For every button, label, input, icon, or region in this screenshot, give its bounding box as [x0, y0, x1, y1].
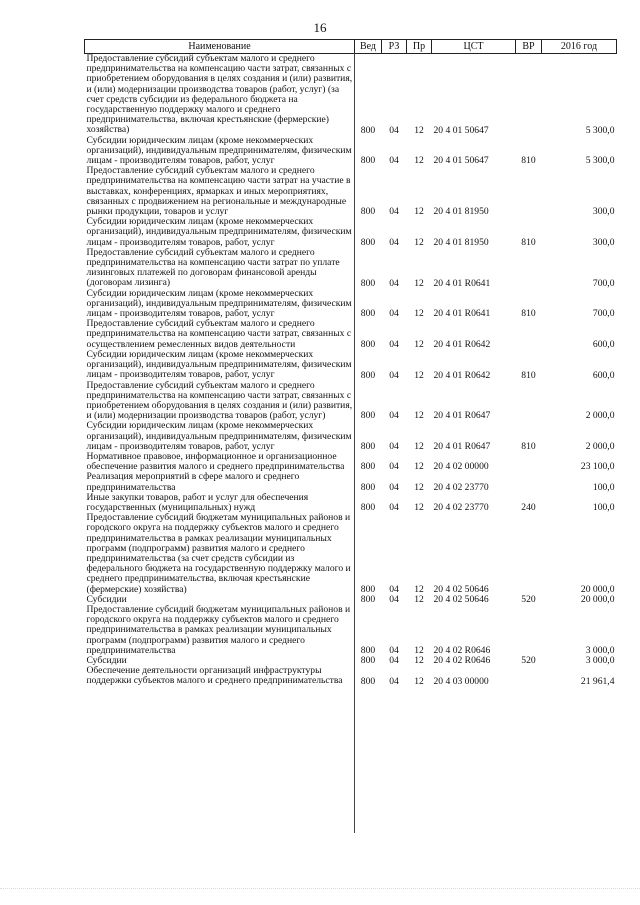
row-amount: 21 961,4 [580, 675, 615, 687]
row-pr: 12 [414, 644, 424, 656]
row-cst: 20 4 01 R0641 [433, 277, 491, 289]
row-vr: 520 [521, 593, 536, 605]
row-amount: 3 000,0 [585, 655, 615, 667]
row-name: Субсидии [86, 593, 127, 605]
row-pr: 12 [414, 593, 424, 605]
row-vr [516, 452, 542, 472]
header-vr: ВР [516, 40, 542, 54]
row-pr: 12 [414, 124, 424, 136]
header-name: Наименование [85, 40, 355, 54]
table-row [85, 513, 617, 595]
row-pr: 12 [414, 155, 424, 167]
row-name: Субсидии юридическим лицам (кроме некоммерческих организаций), индивидуальным предпринимателям, физическим лицам - производителям товаров, работ, услуг [86, 287, 352, 320]
row-cst: 20 4 01 50647 [433, 124, 489, 136]
row-name: Субсидии юридическим лицам (кроме некоммерческих организаций), индивидуальным предпринимателям, физическим лицам - производителям товаров, работ, услуг [86, 134, 352, 167]
row-ved: 800 [360, 124, 376, 136]
row-vr: 810 [521, 236, 536, 248]
row-cst: 20 4 01 R0647 [433, 440, 491, 452]
row-vr: 810 [521, 440, 536, 452]
row-rz: 04 [389, 124, 399, 136]
row-rz: 04 [389, 308, 399, 320]
table-row [85, 472, 617, 492]
header-rz: РЗ [382, 40, 407, 54]
row-name: Обеспечение деятельности организаций инфраструктуры поддержки субъектов малого и среднего предпринимательства [86, 665, 343, 687]
row-pr: 12 [414, 206, 424, 218]
row-rz: 04 [389, 593, 399, 605]
column-divider [354, 53, 355, 833]
row-ved: 800 [360, 369, 376, 381]
row-amount: 23 100,0 [580, 461, 615, 473]
row-pr: 12 [414, 277, 424, 289]
row-name: Реализация мероприятий в сфере малого и среднего предпринимательства [86, 471, 300, 493]
row-cst: 20 4 02 50646 [433, 583, 489, 595]
row-name: Субсидии юридическим лицам (кроме некоммерческих организаций), индивидуальным предпринимателям, физическим лицам - производителям товаров, работ, услуг [86, 420, 352, 452]
scan-noise [0, 888, 640, 895]
row-amount: 300,0 [592, 206, 615, 218]
row-ved: 800 [360, 593, 376, 605]
row-amount: 700,0 [592, 308, 615, 320]
row-cst: 20 4 02 23770 [433, 481, 489, 493]
row-amount: 2 000,0 [585, 440, 615, 452]
row-name: Субсидии [86, 654, 127, 666]
row-ved: 800 [360, 155, 376, 167]
row-pr: 12 [414, 369, 424, 381]
row-amount: 5 300,0 [585, 124, 615, 136]
row-ved: 800 [360, 675, 376, 687]
row-vr [516, 54, 542, 136]
row-amount: 700,0 [592, 277, 615, 289]
row-ved: 800 [360, 308, 376, 320]
row-name: Субсидии юридическим лицам (кроме некоммерческих организаций), индивидуальным предпринимателям, физическим лицам - производителям товаров, работ, услуг [86, 216, 352, 248]
row-name: Предоставление субсидий субъектам малого и среднего предпринимательства на компенсацию части затрат, связанных с приобретением оборудования в целях создания и (или) развития, и (или) модернизации производства товаров (работ, услуг) [86, 379, 353, 422]
row-cst: 20 4 01 R0641 [433, 308, 491, 320]
row-name: Предоставление субсидий субъектам малого и среднего предпринимательства на компенсацию части затрат на участие в выставках, конференциях, ярмарках и иных мероприятиях, связанных с продвижением на региональные и международные рынки продукции, товаров и услуг [86, 165, 351, 218]
table-row [85, 493, 617, 513]
row-rz: 04 [389, 410, 399, 422]
row-amount: 600,0 [592, 338, 615, 350]
table-row [85, 452, 617, 472]
row-cst: 20 4 03 00000 [433, 675, 489, 687]
row-pr: 12 [414, 675, 424, 687]
row-name: Предоставление субсидий субъектам малого и среднего предпринимательства на компенсацию части затрат, связанных с приобретением оборудования в целях создания и (или) развития, и (или) модернизации производства товаров (работ, услуг) (за счет средств субсидии из федерального бюджета на государственную поддержку малого и среднего предпринимательства, включая крестьянские (фермерские) хозяйства) [86, 53, 353, 136]
row-pr: 12 [414, 461, 424, 473]
row-rz: 04 [389, 461, 399, 473]
row-vr [516, 248, 542, 289]
row-pr: 12 [414, 410, 424, 422]
header-ved: Вед [355, 40, 382, 54]
row-cst: 20 4 01 50647 [433, 155, 489, 167]
row-ved: 800 [360, 277, 376, 289]
row-amount: 100,0 [592, 481, 615, 493]
table-row [85, 166, 617, 217]
row-rz: 04 [389, 655, 399, 667]
row-vr: 240 [521, 502, 536, 514]
row-vr [516, 513, 542, 595]
row-vr [516, 319, 542, 350]
table-row [85, 248, 617, 289]
row-amount: 300,0 [592, 236, 615, 248]
table-row [85, 381, 617, 422]
row-rz: 04 [389, 644, 399, 656]
row-ved: 800 [360, 236, 376, 248]
row-ved: 800 [360, 644, 376, 656]
row-pr: 12 [414, 655, 424, 667]
table-body [85, 54, 617, 687]
row-cst: 20 4 01 R0642 [433, 369, 491, 381]
row-ved: 800 [360, 440, 376, 452]
row-ved: 800 [360, 502, 376, 514]
header-cst: ЦСТ [432, 40, 516, 54]
row-amount: 600,0 [592, 369, 615, 381]
row-vr [516, 472, 542, 492]
row-rz: 04 [389, 440, 399, 452]
row-name: Предоставление субсидий бюджетам муниципальных районов и городского округа на поддержку субъектов малого и среднего предпринимательства в рамках реализации муниципальных программ (подпрограмм) развития малого и среднего предпринимательства [86, 603, 351, 656]
row-cst: 20 4 01 81950 [433, 206, 489, 218]
row-ved: 800 [360, 461, 376, 473]
row-name: Субсидии юридическим лицам (кроме некоммерческих организаций), индивидуальным предпринимателям, физическим лицам - производителям товаров, работ, услуг [86, 348, 352, 381]
row-pr: 12 [414, 583, 424, 595]
row-amount: 20 000,0 [580, 593, 615, 605]
row-vr: 810 [521, 308, 536, 320]
table-row [85, 421, 617, 452]
row-rz: 04 [389, 155, 399, 167]
row-pr: 12 [414, 308, 424, 320]
row-rz: 04 [389, 481, 399, 493]
row-amount: 100,0 [592, 502, 615, 514]
table-row [85, 605, 617, 656]
row-cst: 20 4 02 23770 [433, 502, 489, 514]
row-amount: 3 000,0 [585, 644, 615, 656]
row-ved: 800 [360, 206, 376, 218]
header-year: 2016 год [542, 40, 617, 54]
row-pr: 12 [414, 481, 424, 493]
row-amount: 2 000,0 [585, 410, 615, 422]
row-rz: 04 [389, 277, 399, 289]
table-row [85, 136, 617, 167]
page-number: 16 [313, 20, 327, 35]
row-rz: 04 [389, 206, 399, 218]
row-ved: 800 [360, 583, 376, 595]
row-rz: 04 [389, 502, 399, 514]
table-row [85, 350, 617, 381]
table-row [85, 319, 617, 350]
row-rz: 04 [389, 369, 399, 381]
row-cst: 20 4 01 81950 [433, 236, 489, 248]
row-vr: 810 [521, 369, 536, 381]
row-pr: 12 [414, 338, 424, 350]
row-ved: 800 [360, 481, 376, 493]
row-vr: 520 [521, 655, 536, 667]
row-pr: 12 [414, 236, 424, 248]
row-cst: 20 4 01 R0647 [433, 410, 491, 422]
row-name: Предоставление субсидий бюджетам муниципальных районов и городского округа на поддержку субъектов малого и среднего предпринимательства в рамках реализации муниципальных программ (подпрограмм) развития малого и среднего предпринимательства (за счет средств субсидии из федерального бюджета на государственную поддержку малого и среднего предпринимательства, включая крестьянские (фермерские) хозяйства) [86, 512, 351, 595]
row-name: Нормативное правовое, информационное и организационное обеспечение развития малого и среднего предпринимательства [86, 450, 345, 473]
row-cst: 20 4 02 R0646 [433, 644, 491, 656]
row-cst: 20 4 02 00000 [433, 461, 489, 473]
row-cst: 20 4 01 R0642 [433, 338, 491, 350]
row-rz: 04 [389, 675, 399, 687]
header-pr: Пр [407, 40, 432, 54]
table-row [85, 217, 617, 248]
row-pr: 12 [414, 440, 424, 452]
table-row [85, 289, 617, 320]
row-name: Предоставление субсидий субъектам малого и среднего предпринимательства на компенсацию части затрат, связанных с осуществлением ремесленных видов деятельности [86, 318, 352, 350]
table-row [85, 666, 617, 686]
row-vr [516, 381, 542, 422]
row-vr [516, 666, 542, 686]
budget-table [84, 39, 617, 687]
row-rz: 04 [389, 583, 399, 595]
row-vr [516, 166, 542, 217]
row-ved: 800 [360, 338, 376, 350]
row-ved: 800 [360, 410, 376, 422]
row-cst: 20 4 02 50646 [433, 593, 489, 605]
row-amount: 5 300,0 [585, 155, 615, 167]
row-ved: 800 [360, 655, 376, 667]
table-row [85, 54, 617, 136]
row-amount: 20 000,0 [580, 583, 615, 595]
row-rz: 04 [389, 236, 399, 248]
row-cst: 20 4 02 R0646 [433, 655, 491, 667]
row-vr: 810 [521, 155, 536, 167]
row-rz: 04 [389, 338, 399, 350]
table-header-row [85, 40, 617, 54]
row-vr [516, 605, 542, 656]
row-name: Предоставление субсидий субъектам малого и среднего предпринимательства на компенсацию части затрат по уплате лизинговых платежей по договорам финансовой аренды (договорам лизинга) [86, 246, 340, 289]
row-pr: 12 [414, 502, 424, 514]
row-name: Иные закупки товаров, работ и услуг для обеспечения государственных (муниципальных) нужд [86, 491, 309, 513]
